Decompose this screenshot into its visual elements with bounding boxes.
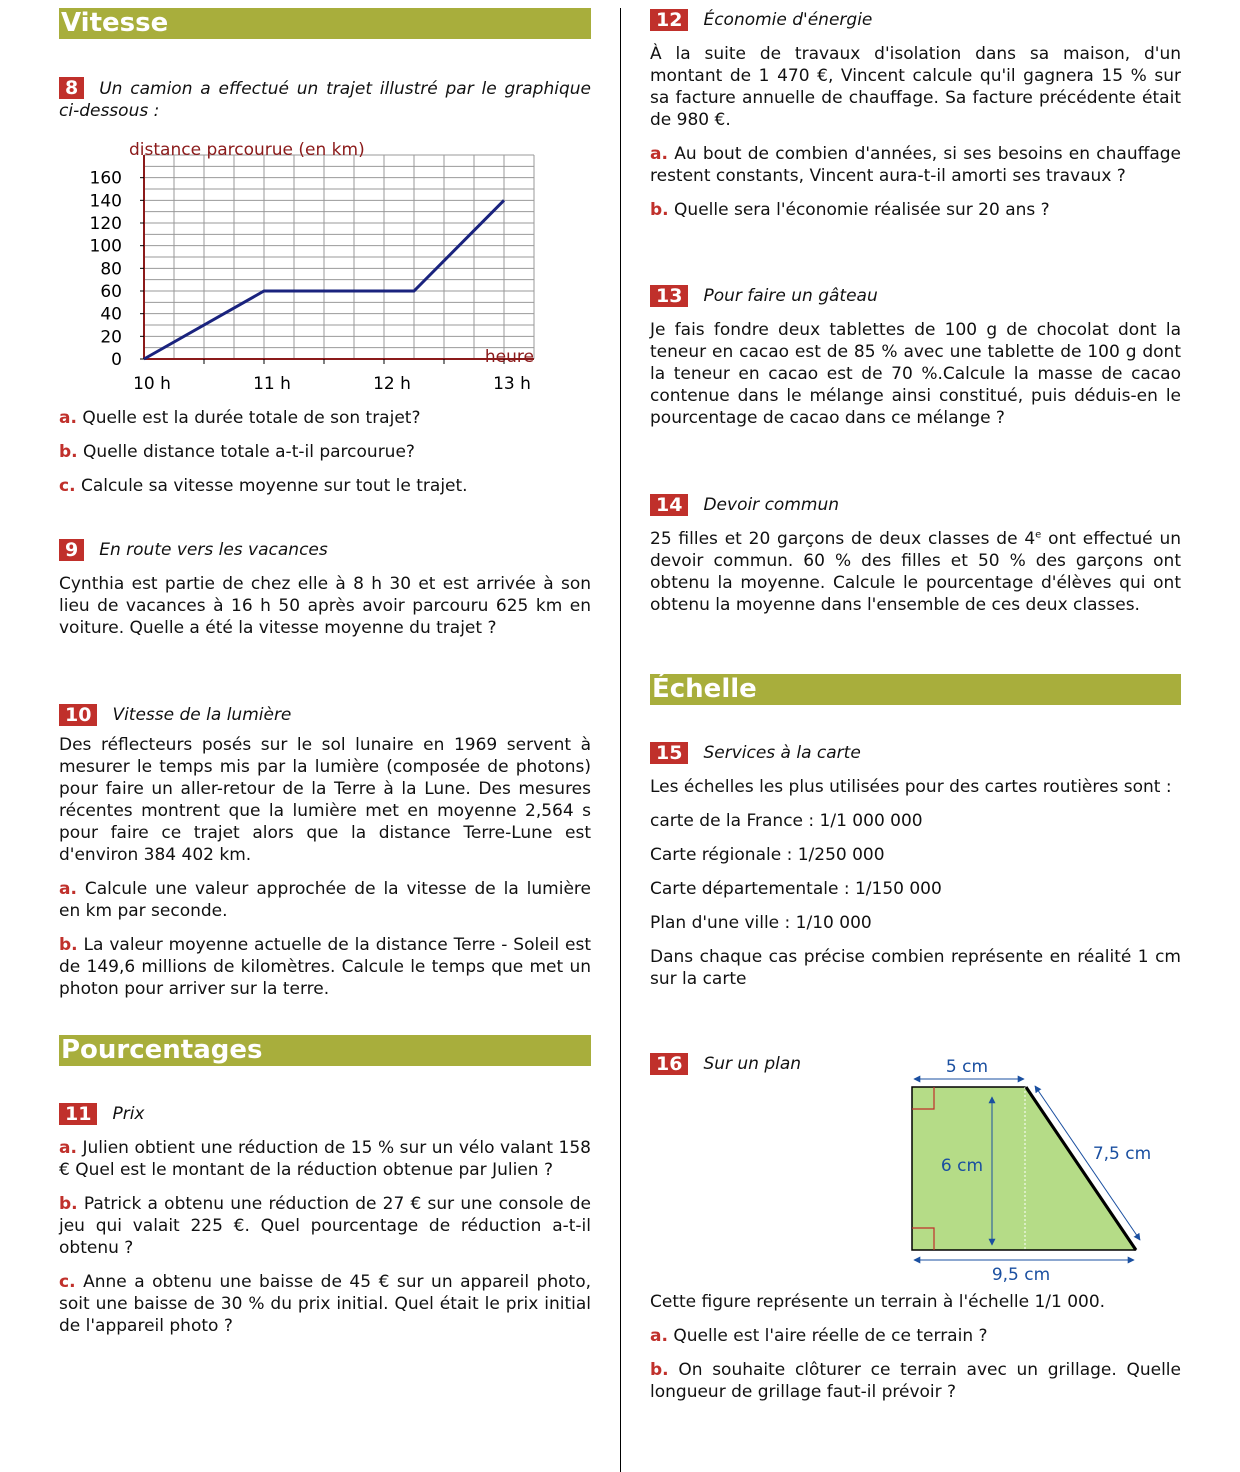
height-dimension-label: 6 cm	[940, 1156, 984, 1176]
y-tick-label: 80	[100, 259, 122, 280]
question-b: La valeur moyenne actuelle de la distance Terre - Soleil est de 149,6 millions de kilomètres. Calcule le temps que met un photon pour arriver sur la terre.	[59, 935, 591, 999]
exercise-12	[650, 9, 1181, 221]
question-label: b.	[59, 935, 78, 955]
question-label: c.	[59, 476, 76, 496]
exercise-title: Devoir commun	[703, 495, 839, 515]
exercise-15	[650, 742, 1181, 990]
y-tick-label: 120	[89, 214, 122, 234]
y-tick-label: 40	[100, 304, 122, 325]
exercise-9	[59, 539, 591, 639]
exercise-number: 10	[59, 704, 97, 726]
exercise-text: Je fais fondre deux tablettes de 100 g de chocolat dont la teneur en cacao est de 85 % avec une tablette de 100 g dont la teneur en cacao est de 70 %.Calcule la masse de cacao contenue dans le mélange ainsi constitué, puis déduis-en le pourcentage de cacao dans ce mélange ?	[650, 320, 1181, 428]
y-tick-label: 160	[89, 168, 122, 189]
section-vitesse: Vitesse	[59, 8, 591, 39]
y-tick-label: 20	[100, 327, 122, 348]
question-label: c.	[59, 1272, 76, 1292]
exercise-16-questions	[650, 1291, 1181, 1403]
terrain-figure	[650, 1050, 1181, 1290]
exercise-8-questions	[59, 407, 591, 497]
question-label: a.	[59, 408, 77, 428]
x-axis-label: heure	[484, 347, 534, 367]
exercise-outro: Dans chaque cas précise combien représente en réalité 1 cm sur la carte	[650, 947, 1181, 989]
exercise-text: 25 filles et 20 garçons de deux classes de 4e ont effectué un devoir commun. 60 % des filles et 50 % des garçons ont obtenu la moyenne. Calcule le pourcentage d'élèves qui ont obtenu la moyenne dans l'ensemble de ces deux classes.	[650, 529, 1181, 615]
exercise-14	[650, 494, 1181, 616]
exercise-10	[59, 704, 591, 1000]
section-echelle: Échelle	[650, 674, 1181, 705]
y-tick-label: 140	[89, 191, 122, 212]
question-label: a.	[650, 144, 668, 164]
column-divider	[620, 8, 621, 1472]
question-b: Quelle distance totale a-t-il parcourue?	[83, 442, 415, 462]
exercise-number: 13	[650, 285, 688, 307]
question-a: Quelle est l'aire réelle de ce terrain ?	[673, 1326, 988, 1346]
exercise-title: En route vers les vacances	[99, 540, 328, 560]
list-item: Plan d'une ville : 1/10 000	[650, 913, 872, 933]
slant-dimension-label: 7,5 cm	[1092, 1144, 1152, 1164]
list-item: Carte régionale : 1/250 000	[650, 845, 885, 865]
question-label: a.	[59, 879, 77, 899]
exercise-number: 16	[650, 1053, 688, 1075]
question-a: Quelle est la durée totale de son trajet?	[82, 408, 421, 428]
question-b: Quelle sera l'économie réalisée sur 20 ans ?	[674, 200, 1050, 220]
x-tick-label: 11 h	[253, 374, 291, 394]
list-item: carte de la France : 1/1 000 000	[650, 811, 923, 831]
top-dimension-label: 5 cm	[945, 1057, 989, 1077]
question-c: Anne a obtenu une baisse de 45 € sur un appareil photo, soit une baisse de 30 % du prix initial. Quel était le prix initial de l'appareil photo ?	[59, 1272, 591, 1336]
exercise-text: Des réflecteurs posés sur le sol lunaire en 1969 servent à mesurer le temps mis par la lumière (composée de photons) pour faire un aller-retour de la Terre à la Lune. Des mesures récentes montrent que la lumière met en moyenne 2,564 s pour faire ce trajet alors que la distance Terre-Lune est d'environ 384 402 km.	[59, 735, 591, 865]
question-b: Patrick a obtenu une réduction de 27 € sur une console de jeu qui valait 225 €. Quel pourcentage de réduction a-t-il obtenu ?	[59, 1194, 592, 1258]
question-label: a.	[59, 1138, 77, 1158]
x-tick-label: 10 h	[133, 374, 171, 394]
exercise-number: 12	[650, 9, 688, 31]
y-tick-label: 100	[89, 236, 122, 257]
x-tick-label: 13 h	[493, 374, 531, 394]
exercise-intro: Les échelles les plus utilisées pour des cartes routières sont :	[650, 777, 1172, 797]
exercise-title: Pour faire un gâteau	[703, 286, 878, 306]
exercise-text: À la suite de travaux d'isolation dans sa maison, d'un montant de 1 470 €, Vincent calcule qu'il gagnera 15 % sur sa facture annuelle de chauffage. Sa facture précédente était de 980 €.	[650, 44, 1181, 130]
question-label: b.	[59, 1194, 78, 1214]
exercise-title: Sur un plan	[703, 1054, 802, 1074]
question-a: Julien obtient une réduction de 15 % sur un vélo valant 158 € Quel est le montant de la réduction obtenue par Julien ?	[59, 1138, 592, 1180]
question-b: On souhaite clôturer ce terrain avec un grillage. Quelle longueur de grillage faut-il prévoir ?	[650, 1360, 1181, 1402]
exercise-intro: Un camion a effectué un trajet illustré par le graphique ci-dessous :	[59, 79, 591, 121]
section-pourcentages: Pourcentages	[59, 1035, 591, 1066]
exercise-number: 9	[59, 539, 84, 561]
exercise-text: Cette figure représente un terrain à l'échelle 1/1 000.	[650, 1292, 1106, 1312]
exercise-number: 11	[59, 1103, 97, 1125]
y-axis-label: distance parcourue (en km)	[129, 140, 365, 160]
question-c: Calcule sa vitesse moyenne sur tout le trajet.	[80, 476, 468, 496]
question-a: Calcule une valeur approchée de la vitesse de la lumière en km par seconde.	[59, 879, 591, 921]
exercise-13	[650, 285, 1181, 429]
question-label: b.	[650, 200, 669, 220]
list-item: Carte départementale : 1/150 000	[650, 879, 942, 899]
exercise-number: 14	[650, 494, 688, 516]
question-label: b.	[650, 1360, 669, 1380]
x-tick-label: 12 h	[373, 374, 411, 394]
exercise-title: Économie d'énergie	[703, 10, 873, 30]
exercise-number: 15	[650, 742, 688, 764]
question-label: b.	[59, 442, 78, 462]
question-label: a.	[650, 1326, 668, 1346]
exercise-11	[59, 1103, 591, 1337]
y-tick-label: 60	[100, 282, 122, 302]
exercise-title: Prix	[112, 1104, 145, 1124]
exercise-title: Services à la carte	[703, 743, 861, 763]
bottom-dimension-label: 9,5 cm	[991, 1265, 1051, 1285]
exercise-number: 8	[59, 77, 84, 99]
exercise-title: Vitesse de la lumière	[112, 705, 292, 725]
exercise-text: Cynthia est partie de chez elle à 8 h 30 et est arrivée à son lieu de vacances à 16 h 50 après avoir parcouru 625 km en voiture. Quelle a été la vitesse moyenne du trajet ?	[59, 574, 591, 638]
question-a: Au bout de combien d'années, si ses besoins en chauffage restent constants, Vincent aura-t-il amorti ses travaux ?	[650, 144, 1181, 186]
y-tick-label: 0	[111, 350, 122, 370]
distance-time-chart	[59, 135, 591, 400]
chart-grid	[144, 155, 534, 359]
exercise-8	[59, 77, 591, 122]
